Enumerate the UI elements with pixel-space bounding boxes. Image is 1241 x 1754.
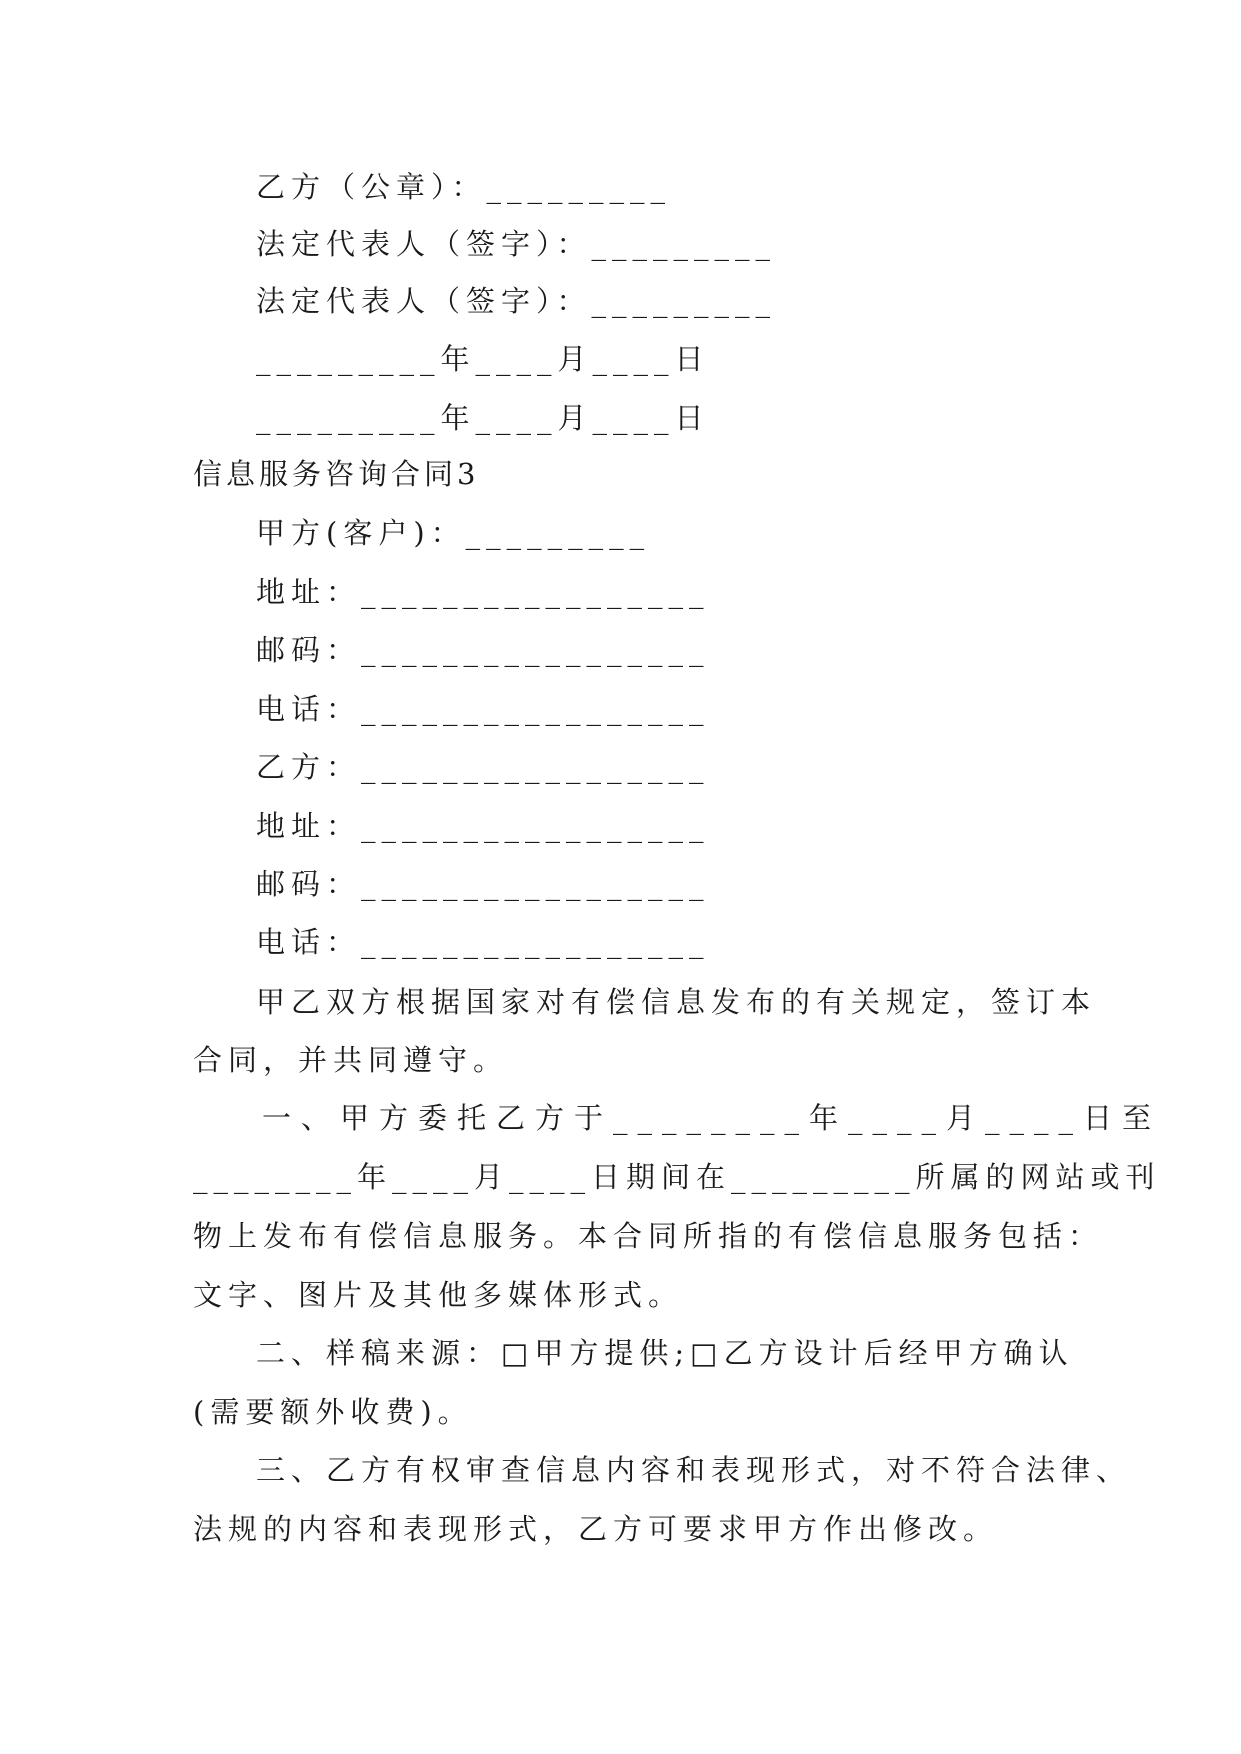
- clause-1-line: 文字、图片及其他多媒体形式。: [193, 1278, 684, 1312]
- clause-2-line: (需要额外收费)。: [193, 1395, 473, 1429]
- date-line-1: _________年____月____日: [256, 342, 710, 376]
- party-a-phone-line: 电话：_________________: [256, 692, 710, 726]
- party-b-line: 乙方：_________________: [256, 750, 710, 784]
- legal-rep-sign-line-1: 法定代表人（签字）：_________: [256, 227, 777, 261]
- intro-paragraph-line: 合同，并共同遵守。: [193, 1043, 509, 1077]
- party-b-phone-line: 电话：_________________: [256, 925, 710, 959]
- party-b-seal-line: 乙方（公章）：_________: [256, 170, 672, 204]
- clause-1-line: 一、甲方委托乙方于________年____月____日至: [262, 1101, 1162, 1135]
- party-a-address-line: 地址：_________________: [256, 575, 710, 609]
- party-b-address-line: 地址：_________________: [256, 809, 710, 843]
- party-a-line: 甲方(客户)：_________: [256, 516, 651, 550]
- section-title: 信息服务咨询合同3: [193, 457, 480, 491]
- clause-3-line: 三、乙方有权审查信息内容和表现形式，对不符合法律、: [256, 1453, 1132, 1487]
- intro-paragraph-line: 甲乙双方根据国家对有偿信息发布的有关规定，签订本: [256, 985, 1097, 1019]
- party-a-postcode-line: 邮码：_________________: [256, 633, 710, 667]
- clause-1-line: ________年____月____日期间在_________所属的网站或刊: [193, 1160, 1161, 1194]
- legal-rep-sign-line-2: 法定代表人（签字）：_________: [256, 284, 777, 318]
- party-b-postcode-line: 邮码：_________________: [256, 867, 710, 901]
- clause-1-line: 物上发布有偿信息服务。本合同所指的有偿信息服务包括：: [193, 1219, 1104, 1253]
- clause-2-line: 二、样稿来源：□甲方提供;□乙方设计后经甲方确认: [256, 1336, 1074, 1370]
- clause-3-line: 法规的内容和表现形式，乙方可要求甲方作出修改。: [193, 1512, 999, 1546]
- date-line-2: _________年____月____日: [256, 401, 710, 435]
